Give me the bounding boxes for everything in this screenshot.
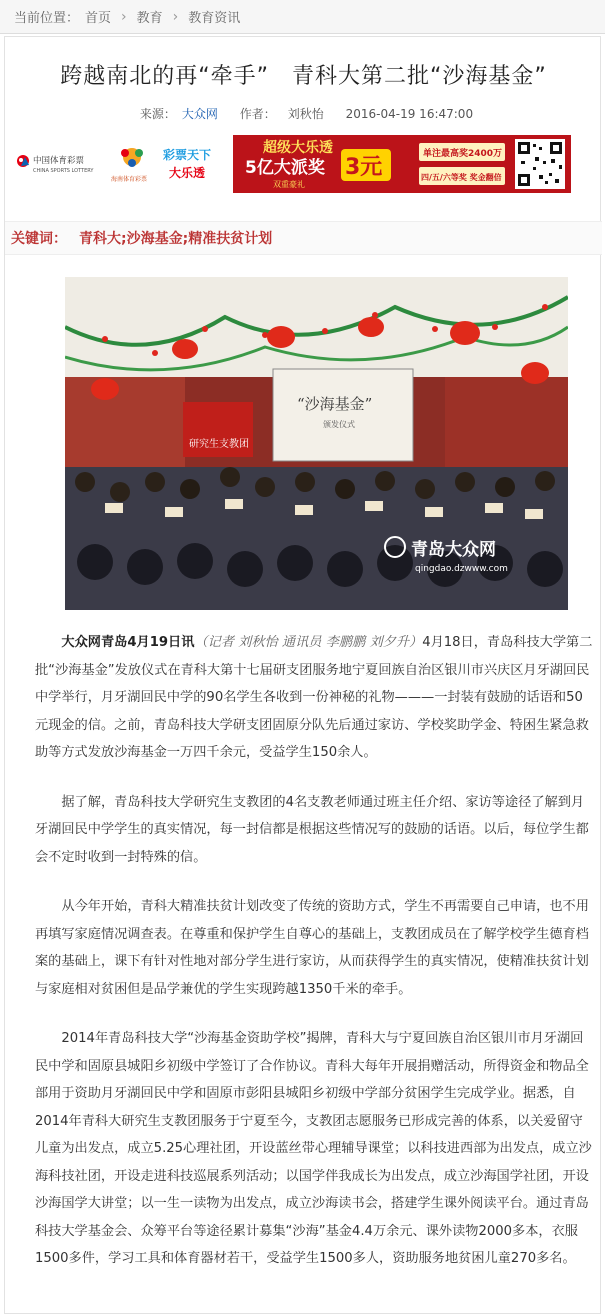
dateline: 大众网青岛4月19日讯 [61, 635, 195, 650]
author-label: 作者： [239, 107, 276, 121]
breadcrumb [0, 0, 605, 34]
photo-banner-text: 研究生支教团 [189, 439, 249, 450]
ad-row [11, 133, 596, 195]
paragraph-4: 2014年青岛科技大学“沙海基金资助学校”揭牌，青科大与宁夏回族自治区银川市月牙湖回民中学和固原县城阳乡初级中学签订了合作协议。青科大每年开展捐赠活动，所得资金和物品全部用于资助月牙湖回民中学和固原市彭阳县城阳乡初级中学部分贫困学生完成学业。据悉，自2014年青科大研究生支教团服务于宁夏至今，支教团志愿服务已形成完善的体系，以关爱留守儿童为出发点，成立5.25心理社团，开设蓝丝带心理辅导课堂；以科技进西部为出发点，成立沙海科技社团，开设走进科技巡展系列活动；以国学伴我成长为出发点，成立沙海国学社团，开设沙海国学大讲堂；以一生一读物为出发点，成立沙海读书会，搭建学生课外阅读平台。通过青岛科技大学基金会、众筹平台等途径累计募集“沙海”基金4.4万余元、课外读物2000多本，衣服1500多件，学习工具和体育器材若干，受益学生1500多人，资助服务地贫困儿童270多名。 [35, 1031, 592, 1266]
hainan-lottery-logo[interactable] [109, 141, 155, 187]
photo-screen-title: “沙海基金” [297, 395, 373, 413]
chevron-right-icon: › [121, 8, 127, 25]
article-container [4, 36, 601, 1314]
logo3-bottom-text: 大乐透 [169, 166, 206, 180]
banner-right1-text: 单注最高奖2400万 [423, 149, 503, 159]
source-label: 来源： [139, 107, 176, 121]
article-body [35, 629, 593, 1295]
banner-right2-text: 四/五/六等奖 奖金翻倍 [421, 173, 502, 182]
logo3-top-text: 彩票天下 [163, 148, 212, 162]
sports-lottery-logo[interactable] [15, 153, 99, 175]
breadcrumb-education-link[interactable]: 教育 [136, 11, 163, 26]
article-photo [65, 277, 568, 610]
banner-sub-text: 双重豪礼 [273, 180, 305, 189]
keywords-bar [5, 221, 602, 255]
breadcrumb-home-link[interactable]: 首页 [85, 11, 112, 26]
lottery-world-logo[interactable] [161, 143, 225, 185]
paragraph-1 [35, 629, 593, 767]
hainan-logo-text: 海南体育彩票 [111, 176, 148, 183]
breadcrumb-prefix: 当前位置： [14, 11, 80, 26]
photo-watermark: 青岛大众网 [411, 540, 496, 560]
keywords-label: 关键词： [11, 231, 67, 247]
publish-datetime: 2016-04-19 16:47:00 [345, 107, 474, 121]
lottery-cn-text: 中国体育彩票 [33, 156, 85, 166]
lottery-ad-banner[interactable] [233, 135, 571, 193]
chevron-right-icon: › [172, 8, 179, 25]
paragraph-3: 从今年开始，青科大精准扶贫计划改变了传统的资助方式，学生不再需要自己申请，也不用再填写家庭情况调查表。在尊重和保护学生自尊心的基础上，支教团成员在了解学校学生德育档案的基础上，课下有针对性地对部分学生进行家访，从而获得学生的真实情况，使精准扶贫计划与家庭相对贫困但是品学兼优的学生实现跨越1350千米的牵手。 [35, 899, 589, 997]
banner-title-text: 超级大乐透 [263, 140, 333, 156]
article-meta [5, 105, 602, 122]
photo-screen-sub: 颁发仪式 [323, 420, 355, 429]
photo-watermark-url: qingdao.dzwww.com [415, 564, 508, 574]
author-name: 刘秋怡 [287, 107, 324, 121]
keywords-links[interactable]: 青科大;沙海基金;精准扶贫计划 [79, 231, 273, 247]
paragraph-2: 据了解，青岛科技大学研究生支教团的4名支教老师通过班主任介绍、家访等途径了解到月牙湖回民中学学生的真实情况，每一封信都是根据这些情况写的鼓励的话语。以后，每位学生都会不定时收到一封特殊的信。 [35, 794, 589, 865]
lottery-en-text: CHINA SPORTS LOTTERY [33, 168, 94, 174]
paragraph-1-text: 4月18日，青岛科技大学第二批“沙海基金”发放仪式在青科大第十七届研支团服务地宁夏回族自治区银川市兴庆区月牙湖回民中学举行，月牙湖回民中学的90名学生各收到一份神秘的礼物———一封装有鼓励的话语和50元现金的信。之前，青岛科技大学研支团固原分队先后通过家访、学校奖助学金、特困生紧急救助等方式发放沙海基金一万四千余元，受益学生150余人。 [35, 635, 593, 760]
article-title: 跨越南北的再“牵手” 青科大第二批“沙海基金” [60, 64, 547, 89]
breadcrumb-news-link[interactable]: 教育资讯 [188, 11, 241, 26]
credits: （记者 刘秋怡 通讯员 李鹏鹏 刘夕升） [194, 635, 423, 650]
source-link[interactable]: 大众网 [181, 107, 218, 121]
banner-price-text: 3元 [345, 155, 383, 180]
banner-big-text: 5亿大派奖 [245, 158, 325, 178]
